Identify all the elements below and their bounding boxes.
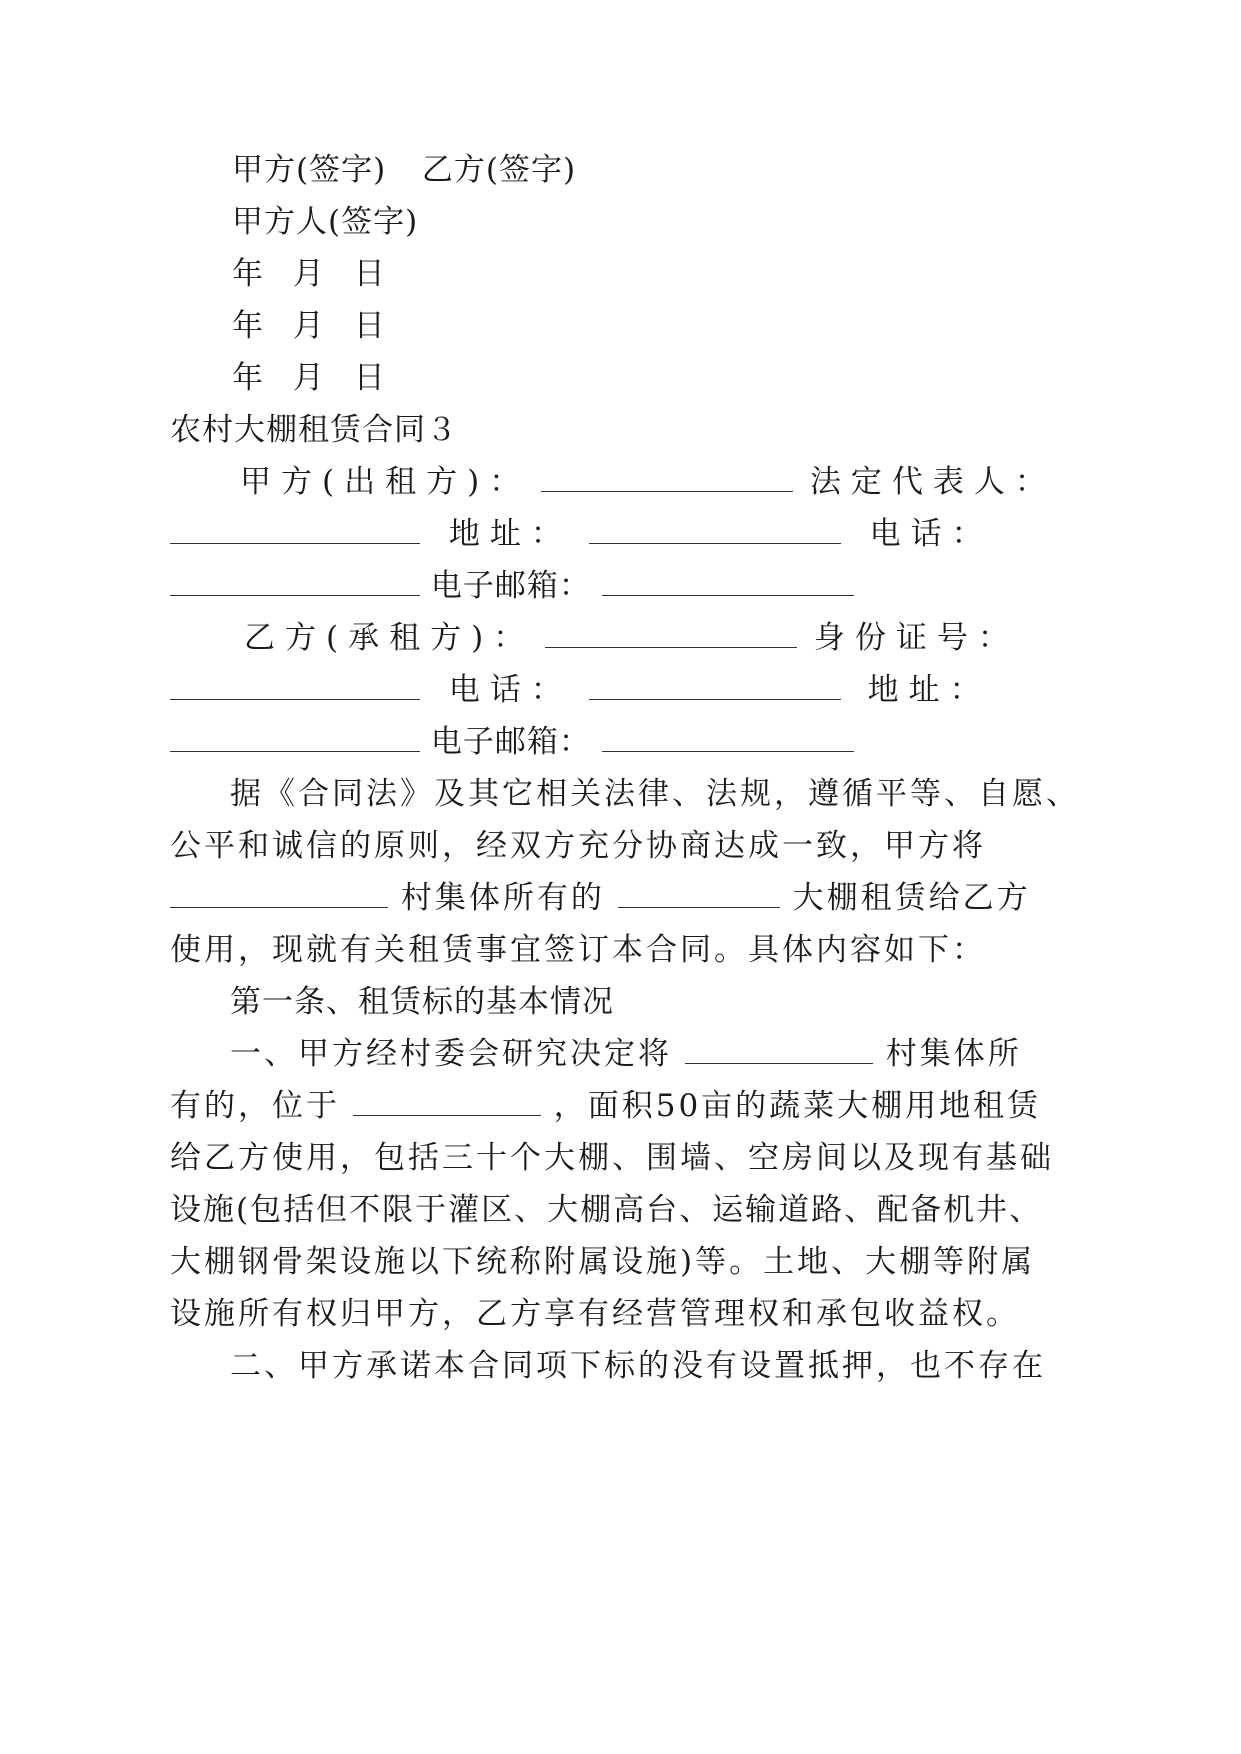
intro-line-1: 据《合同法》及其它相关法律、法规，遵循平等、自愿、 <box>230 776 1080 812</box>
party-a-blank[interactable] <box>541 465 793 492</box>
date-line-3: 年 月 日 <box>232 360 395 396</box>
item-1-line-6: 设施所有权归甲方，乙方享有经营管理权和承包收益权。 <box>170 1296 1020 1332</box>
intro-line-3-a: 村集体所有的 <box>400 880 605 916</box>
party-b-row <box>244 618 1019 658</box>
id-number-label: 身份证号： <box>813 620 1019 656</box>
party-a-person-sign-label: 甲方人(签字) <box>232 204 419 240</box>
intro-line-3-b: 大棚租赁给乙方 <box>792 880 1031 916</box>
party-a-sign-label: 甲方(签字) <box>232 152 387 188</box>
party-a-label: 甲方(出租方)： <box>240 464 531 500</box>
party-b-blank[interactable] <box>545 621 797 648</box>
contract-title: 农村大棚租赁合同３ <box>170 412 458 448</box>
item-1-village-blank[interactable] <box>685 1037 873 1064</box>
legal-rep-blank[interactable] <box>170 517 420 544</box>
address-blank-b[interactable] <box>170 725 420 752</box>
item-1-line-1-b: 村集体所 <box>885 1036 1022 1072</box>
email-label: 电子邮箱： <box>430 568 591 604</box>
party-a-row <box>240 462 1056 502</box>
item-1-line-5: 大棚钢骨架设施以下统称附属设施)等。土地、大棚等附属 <box>170 1244 1036 1280</box>
article-1-title: 第一条、租赁标的基本情况 <box>230 984 614 1020</box>
id-number-blank[interactable] <box>170 673 420 700</box>
address-label-b: 地址： <box>867 672 991 708</box>
signature-row-parties <box>232 150 576 190</box>
date-line-2: 年 月 日 <box>232 308 395 344</box>
item-1-line-4: 设施(包括但不限于灌区、大棚高台、运输道路、配备机井、 <box>170 1192 1043 1228</box>
greenhouse-blank[interactable] <box>618 881 780 908</box>
phone-label-b: 电话： <box>448 672 572 708</box>
party-b-label: 乙方(承租方)： <box>244 620 535 656</box>
party-a-address-row <box>170 514 993 554</box>
party-b-sign-label: 乙方(签字) <box>421 152 577 188</box>
address-label: 地址： <box>448 516 572 552</box>
item-1-line-1-a: 一、甲方经村委会研究决定将 <box>230 1036 672 1072</box>
item-1-line-1 <box>230 1034 1022 1074</box>
phone-blank[interactable] <box>170 569 420 596</box>
party-a-email-row <box>170 566 854 606</box>
item-1-line-2 <box>170 1086 1041 1126</box>
legal-rep-label: 法定代表人： <box>809 464 1056 500</box>
item-1-line-3: 给乙方使用，包括三十个大棚、围墙、空房间以及现有基础 <box>170 1140 1054 1176</box>
phone-label: 电话： <box>869 516 993 552</box>
party-b-phone-row <box>170 670 991 710</box>
email-label-b: 电子邮箱： <box>430 724 591 760</box>
address-blank[interactable] <box>589 517 841 544</box>
intro-line-4: 使用，现就有关租赁事宜签订本合同。具体内容如下： <box>170 932 986 968</box>
item-1-line-2-a: 有的，位于 <box>170 1088 340 1124</box>
phone-blank-b[interactable] <box>589 673 841 700</box>
item-2-line-1: 二、甲方承诺本合同项下标的没有设置抵押，也不存在 <box>230 1348 1046 1384</box>
date-line-1: 年 月 日 <box>232 256 395 292</box>
email-blank-b[interactable] <box>602 725 854 752</box>
intro-line-3 <box>170 878 1031 918</box>
item-1-line-2-b: ，面积50亩的蔬菜大棚用地租赁 <box>553 1088 1042 1124</box>
intro-line-2: 公平和诚信的原则，经双方充分协商达成一致，甲方将 <box>170 828 986 864</box>
village-blank[interactable] <box>170 881 388 908</box>
email-blank[interactable] <box>602 569 854 596</box>
party-b-email-row <box>170 722 854 762</box>
item-1-location-blank[interactable] <box>353 1089 541 1116</box>
